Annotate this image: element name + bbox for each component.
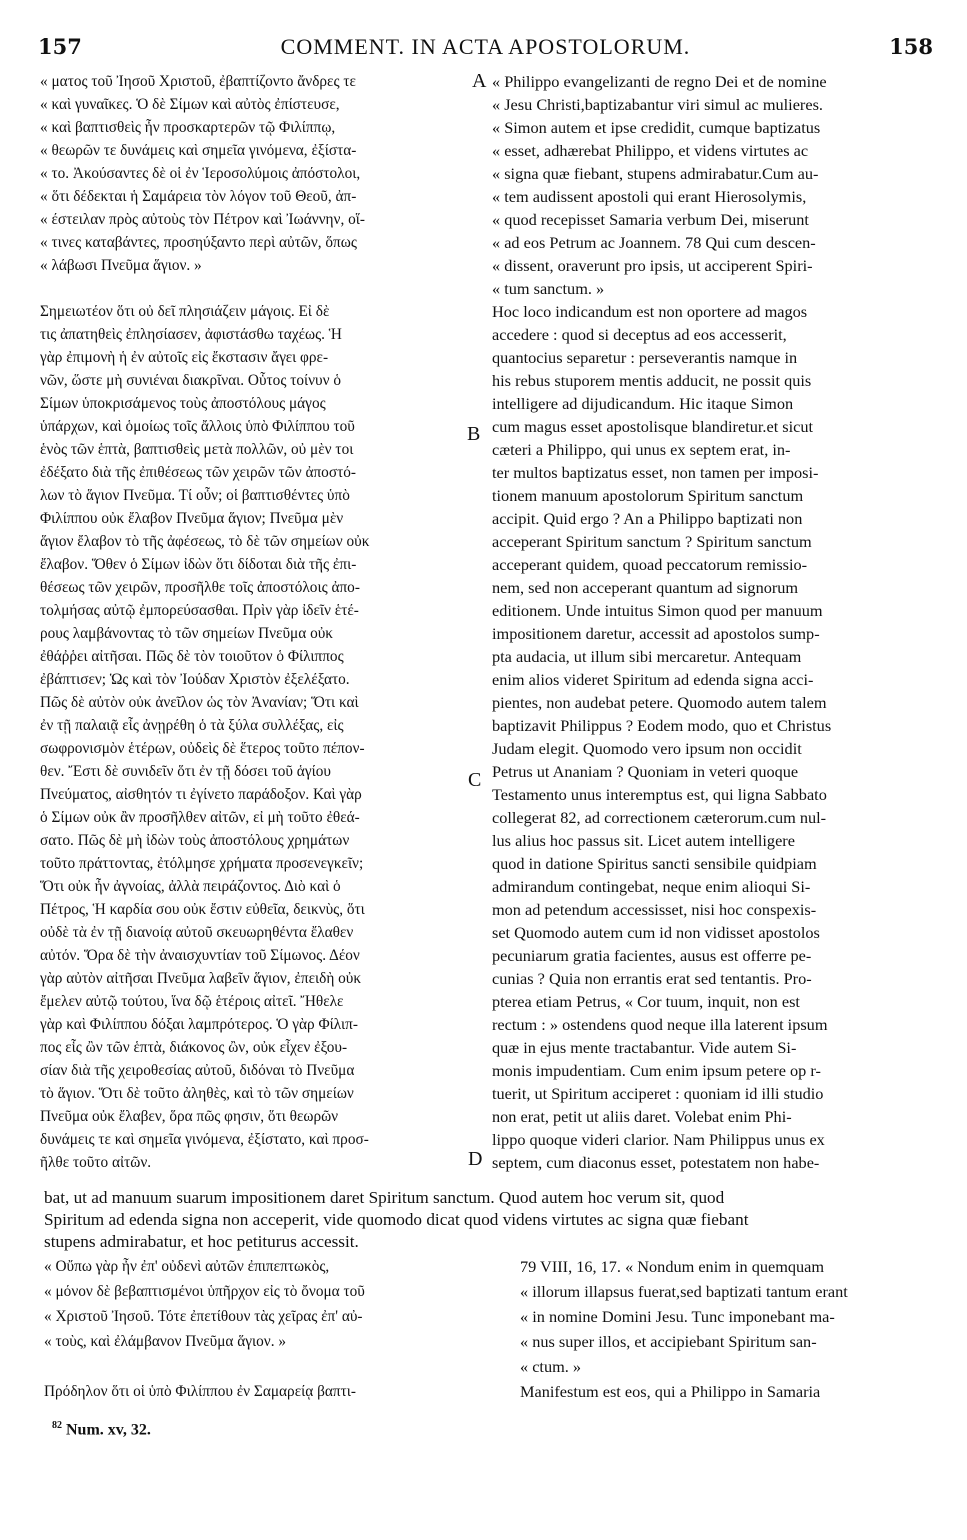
latin-line: accedere : quod si deceptus ad eos accesserit, [492, 325, 787, 344]
latin-line: mon ad petendum accessisset, nisi hoc conspexis- [492, 900, 817, 919]
greek-line: ἐδέξατο διὰ τῆς ἐπιθέσεως τῶν χειρῶν τῶν ἀποστό- [40, 464, 356, 481]
greek-line: ἔμελεν αὐτῷ τούτου, ἵνα δῷ ἑτέροις αἰτεῖ. Ἤθελε [40, 993, 344, 1010]
latin-line: « dissent, oraverunt pro ipsis, ut acciperent Spiri- [492, 256, 813, 275]
latin-line: « nus super illos, et accipiebant Spiritum san- [520, 1332, 817, 1351]
latin-line: enim alios videret Spiritum ad edenda signa acci- [492, 670, 814, 689]
greek-line: « μόνον δὲ βεβαπτισμένοι ὑπῆρχον εἰς τὸ ὄνομα τοῦ [44, 1283, 365, 1300]
greek-line: « λάβωσι Πνεῦμα ἅγιον. » [40, 257, 202, 274]
latin-line: non erat, petit ut aliis daret. Volebat enim Phi- [492, 1107, 792, 1126]
latin-line: acceperant Spiritum sanctum ? Spiritum sanctum [492, 532, 812, 551]
greek-line: Πνεύματος, αἰσθητόν τι ἐγίνετο παράδοξον. Καὶ γὰρ [40, 786, 362, 803]
running-title: COMMENT. IN ACTA APOSTOLORUM. [280, 34, 691, 59]
latin-line: lus alius hoc passus sit. Licet autem intelligere [492, 831, 795, 850]
page-header [38, 34, 933, 64]
latin-line: 79 VIII, 16, 17. « Nondum enim in quemquam [520, 1257, 825, 1276]
latin-line: his rebus stuporem mentis adducit, ne possit quis [492, 371, 812, 390]
greek-column-bottom [44, 1254, 365, 1404]
footnote [52, 1420, 151, 1439]
greek-line [44, 1354, 365, 1379]
page-number-right: 158 [889, 34, 933, 59]
latin-line: quod in datione Spiritus sancti sensibile quidpiam [492, 854, 817, 873]
greek-line: « καὶ βαπτισθεὶς ἦν προσκαρτερῶν τῷ Φιλίππῳ, [40, 119, 336, 136]
greek-line: θέσεως τῶν χειρῶν, προσῆλθε τοῖς ἀποστόλοις ἀπο- [40, 579, 360, 596]
greek-line: « θεωρῶν τε δυνάμεις καὶ σημεῖα γινόμενα, ἐξίστα- [40, 142, 357, 159]
greek-line: ἐβάπτισεν; Ὡς καὶ τὸν Ἰούδαν Χριστὸν ἐξελέξατο. [40, 671, 350, 688]
latin-line: rectum : » ostendens quod neque illa laterent ipsum [492, 1015, 828, 1034]
latin-line: « signa quæ fiebant, stupens admirabatur.Cum au- [492, 164, 819, 183]
greek-line: « Χριστοῦ Ἰησοῦ. Τότε ἐπετίθουν τὰς χεῖρας ἐπ' αὐ- [44, 1308, 363, 1325]
section-marker-b: B [467, 423, 481, 445]
full-width-text [44, 1187, 749, 1253]
latin-line: « ctum. » [520, 1357, 582, 1376]
latin-line: pta audacia, ut illum sibi mercaretur. Antequam [492, 647, 802, 666]
latin-line: impositionem daretur, accessit ad apostolos sump- [492, 624, 820, 643]
greek-line: Πνεῦμα οὐκ ἔλαβεν, ὅρα πῶς φησιν, ὅτι θεωρῶν [40, 1108, 339, 1125]
latin-line: set Quomodo autem cum id non vidisset apostolos [492, 923, 820, 942]
greek-line: « ὅτι δέδεκται ἡ Σαμάρεια τὸν λόγον τοῦ Θεοῦ, ἀπ- [40, 188, 357, 205]
greek-line: τοῦτο πράττοντας, ἐτόλμησε χρήματα προσενεγκεῖν; [40, 855, 364, 872]
greek-line: « τινες καταβάντες, προσηύξαντο περὶ αὐτῶν, ὅπως [40, 234, 357, 251]
greek-line: Φιλίππου οὐκ ἔλαβον Πνεῦμα ἅγιον; Πνεῦμα μὲν [40, 510, 344, 527]
greek-line: Σίμων ὑποκρισάμενος τοὺς ἀποστόλους μάγος [40, 395, 326, 412]
latin-line: nem, sed non acceperant quantum ad signorum [492, 578, 799, 597]
latin-line: baptizavit Philippus ? Eodem modo, quo et Christus [492, 716, 832, 735]
greek-line: Πέτρος, Ἡ καρδία σου οὐκ ἔστιν εὐθεῖα, δεικνὺς, ὅτι [40, 901, 365, 918]
latin-line: quæ in ejus mente tractabantur. Vide autem Si- [492, 1038, 797, 1057]
latin-line: « tum sanctum. » [492, 279, 605, 298]
footnote-mark: 82 [52, 1420, 62, 1431]
latin-line: tionem manuum apostolorum Spiritum sanctum [492, 486, 804, 505]
latin-line: pterea etiam Petrus, « Cor tuum, inquit, non est [492, 992, 800, 1011]
latin-line: quantocius separetur : perseverantis namque in [492, 348, 798, 367]
latin-line: admirandum contingebat, neque enim alioqui Si- [492, 877, 811, 896]
greek-line: θεν. Ἔστι δὲ συνιδεῖν ὅτι ἐν τῇ δόσει τοῦ ἁγίου [40, 763, 331, 780]
greek-line: « έστειλαν πρὸς αὐτοὺς τὸν Πέτρον καὶ Ἰωάννην, οἵ- [40, 211, 365, 228]
greek-line: πος εἷς ὢν τῶν ἑπτὰ, διάκονος ὢν, οὐκ εἶχεν ἐξου- [40, 1039, 348, 1056]
greek-line: Σημειωτέον ὅτι οὐ δεῖ πλησιάζειν μάγοις. Εἰ δὲ [40, 303, 330, 320]
latin-line: lippo quoque videri clarior. Nam Philippus unus ex [492, 1130, 825, 1149]
latin-line: « tem audissent apostoli qui erant Hierosolymis, [492, 187, 807, 206]
greek-line: σίαν διὰ τῆς χειροθεσίας αὐτοῦ, διδόναι τὸ Πνεῦμα [40, 1062, 355, 1079]
greek-line: γὰρ αὐτὸν αἰτῆσαι Πνεῦμα λαβεῖν ἅγιον, ἐπειδὴ οὐκ [40, 970, 362, 987]
section-marker-c: C [468, 769, 482, 791]
latin-line: editionem. Unde intuitus Simon quod per manuum [492, 601, 823, 620]
greek-line: « ματος τοῦ Ἰησοῦ Χριστοῦ, ἐβαπτίζοντο ἄνδρες τε [40, 73, 356, 90]
latin-line: pecuniarum gratia facientes, ausus est offerre pe- [492, 946, 812, 965]
latin-line: accipit. Quid ergo ? An a Philippo baptizati non [492, 509, 803, 528]
latin-line: pientes, non audebat petere. Quomodo autem talem [492, 693, 827, 712]
latin-line: cæteri a Philippo, qui unus ex septem erat, in- [492, 440, 791, 459]
latin-line: Manifestum est eos, qui a Philippo in Samaria [520, 1382, 821, 1401]
greek-line: λων τὸ ἅγιον Πνεῦμα. Τί οὖν; οἱ βαπτισθέντες ὑπὸ [40, 487, 350, 504]
greek-line: τὸ ἅγιον. Ὅτι δὲ τοῦτο ἀληθὲς, καὶ τὸ τῶν σημείων [40, 1085, 354, 1102]
latin-line: « esset, adhærebat Philippo, et videns virtutes ac [492, 141, 809, 160]
section-marker-d: D [468, 1148, 483, 1170]
greek-line: ἔλαβον. Ὅθεν ὁ Σίμων ἰδὼν ὅτι δίδοται διὰ τῆς ἐπι- [40, 556, 357, 573]
section-marker-a: A [472, 70, 487, 92]
greek-line: ὁ Σίμων οὐκ ἂν προσῆλθεν αἰτῶν, εἰ μὴ τοῦτο ἐθεά- [40, 809, 360, 826]
latin-line: « Philippo evangelizanti de regno Dei et de nomine [492, 72, 827, 91]
greek-line: ἐθάῤῥει αἰτῆσαι. Πῶς δὲ τὸν τοιοῦτον ὁ Φίλιππος [40, 648, 344, 665]
greek-line: ὑπάρχων, καὶ ὁμοίως τοῖς ἄλλοις ὑπὸ Φιλίππου τοῦ [40, 418, 355, 435]
greek-line: ρους λαμβάνοντας τὸ τῶν σημείων Πνεῦμα οὐκ [40, 625, 333, 642]
greek-line: « τοὺς, καὶ ἐλάμβανον Πνεῦμα ἅγιον. » [44, 1333, 286, 1350]
latin-line: Petrus ut Ananiam ? Quoniam in veteri quoque [492, 762, 799, 781]
greek-line: οὐδὲ τὰ ἐν τῇ διανοίᾳ αὐτοῦ σκευωρηθέντα ἔλαθεν [40, 924, 354, 941]
page-number-left: 157 [38, 34, 82, 59]
greek-line: σωφρονισμὸν ἑτέρων, οὐδεὶς δὲ ἕτερος τοῦτο πέπον- [40, 740, 365, 757]
latin-line: « quod recepisset Samaria verbum Dei, miserunt [492, 210, 809, 229]
greek-line: Πῶς δὲ αὐτὸν οὐκ ἀνεῖλον ὡς τὸν Ἀνανίαν; Ὅτι καὶ [40, 694, 359, 711]
greek-line: γὰρ ἐπιμονὴ ἡ ἐν αὐτοῖς εἰς ἔκστασιν ἄγει φρε- [40, 349, 329, 366]
greek-line [40, 277, 369, 300]
greek-line: σατο. Πῶς δὲ μὴ ἰδὼν τοὺς ἀποστόλους χρημάτων [40, 832, 350, 849]
footnote-text: Num. xv, 32. [66, 1421, 151, 1439]
greek-line: τολμήσας αὐτῷ ἐμπορεύσασθαι. Πρὶν γὰρ ἰδεῖν ἑτέ- [40, 602, 359, 619]
greek-line: γὰρ καὶ Φιλίππου δόξαι λαμπρότερος. Ὁ γὰρ Φίλιπ- [40, 1016, 358, 1033]
greek-line: « Οὔπω γὰρ ἦν ἐπ' οὐδενὶ αὐτῶν ἐπιπεπτωκὸς, [44, 1258, 330, 1275]
latin-line: Hoc loco indicandum est non oportere ad magos [492, 302, 808, 321]
latin-line: « Simon autem et ipse credidit, cumque baptizatus [492, 118, 821, 137]
greek-line: δυνάμεις τε καὶ σημεῖα γινόμενα, ἐξίστατο, καὶ προσ- [40, 1131, 369, 1148]
full-width-line: bat, ut ad manuum suarum impositionem daret Spiritum sanctum. Quod autem hoc verum sit, quod [44, 1188, 725, 1207]
greek-line: ἅγιον ἔλαβον τὸ τῆς ἀφέσεως, τὸ δὲ τῶν σημείων οὐκ [40, 533, 370, 550]
greek-line: τις ἀπατηθεὶς ἐπλησίασεν, ἀφιστάσθω ταχέως. Ἡ [40, 326, 342, 343]
latin-column-bottom [520, 1254, 848, 1404]
greek-line: Πρόδηλον ὅτι οἱ ὑπὸ Φιλίππου ἐν Σαμαρείᾳ βαπτι- [44, 1383, 356, 1400]
latin-line: « in nomine Domini Jesu. Tunc imponebant ma- [520, 1307, 835, 1326]
latin-line: septem, cum diaconus esset, potestatem non habe- [492, 1153, 820, 1172]
latin-line: acceperant quidem, quoad peccatorum remissio- [492, 555, 808, 574]
latin-line: « illorum illapsus fuerat,sed baptizati tantum erant [520, 1282, 848, 1301]
greek-line: αὐτόν. Ὅρα δὲ τὴν ἀναισχυντίαν τοῦ Σίμωνος. Δέον [40, 947, 360, 964]
greek-line: νῶν, ὥστε μὴ συνιέναι διακρῖναι. Οὗτος τοίνυν ὁ [40, 372, 342, 389]
greek-line: Ὅτι οὐκ ἦν ἀγνοίας, ἀλλὰ πειράζοντος. Διὸ καὶ ὁ [40, 878, 341, 895]
full-width-line: stupens admirabatur, et hoc petiturus accessit. [44, 1232, 359, 1251]
greek-line: ἐν τῇ παλαιᾷ εἷς ἀνῃρέθη ὁ τὰ ξύλα συλλέξας, εἰς [40, 717, 344, 734]
latin-line: « Jesu Christi,baptizabantur viri simul ac mulieres. [492, 95, 823, 114]
latin-line: intelligere ad dijudicandum. Hic itaque Simon [492, 394, 794, 413]
greek-column-top [40, 70, 369, 1174]
latin-line: ter multos baptizatus esset, non tamen per imposi- [492, 463, 819, 482]
full-width-line: Spiritum ad edenda signa non acceperit, vide quomodo dicat quod videns virtutes ac signa quæ fiebant [44, 1210, 749, 1229]
greek-line: ῆλθε τοῦτο αἰτῶν. [40, 1154, 152, 1171]
latin-line: tuerit, ut Spiritum acciperet : quoniam id illi studio [492, 1084, 824, 1103]
latin-column-top [492, 70, 831, 1174]
greek-line: ἑνὸς τῶν ἑπτὰ, βαπτισθεὶς μετὰ πολλῶν, οὐ μὲν τοι [40, 441, 354, 458]
greek-line: « το. Ἀκούσαντες δὲ οἱ ἐν Ἱεροσολύμοις ἀπόστολοι, [40, 165, 361, 182]
latin-line: « ad eos Petrum ac Joannem. 78 Qui cum descen- [492, 233, 816, 252]
latin-line: monis impudentiam. Cum enim ipsum petere op r- [492, 1061, 821, 1080]
latin-line: collegerat 82, ad correctionem cæterorum.cum nul- [492, 808, 827, 827]
latin-line: Judam elegit. Quomodo vero ipsum non occidit [492, 739, 802, 758]
greek-line: « καὶ γυναῖκες. Ὁ δὲ Σίμων καὶ αὐτὸς ἐπίστευσε, [40, 96, 340, 113]
latin-line: Testamento unus interemptus est, qui ligna Sabbato [492, 785, 827, 804]
latin-line: cum magus esset apostolisque blandiretur.et sicut [492, 417, 814, 436]
latin-line: cunias ? Quia non errantis erat sed tentantis. Pro- [492, 969, 812, 988]
